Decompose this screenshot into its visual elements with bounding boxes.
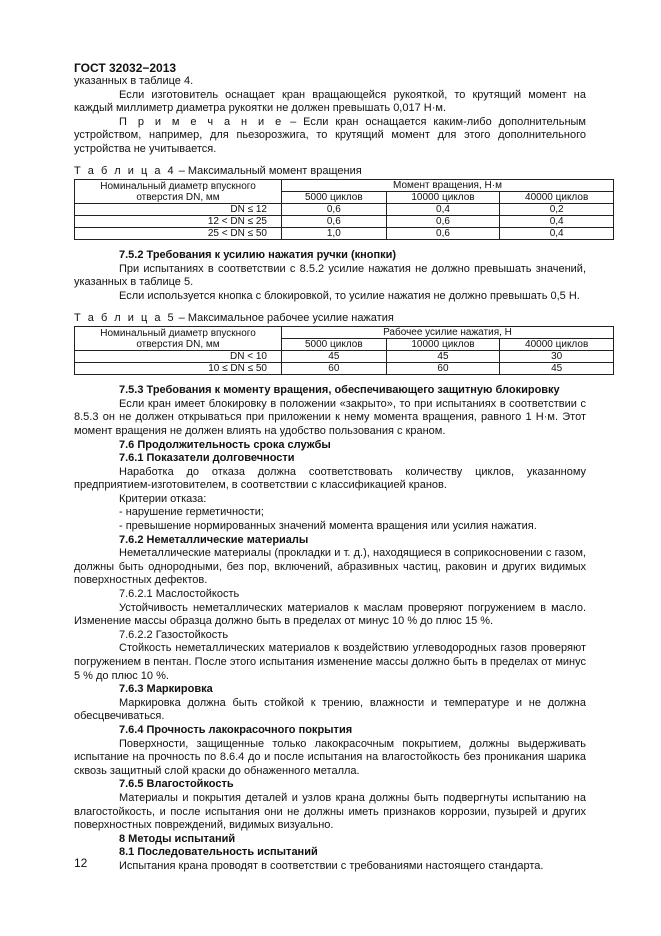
table5 [74,326,614,375]
table4-group-header: Момент вращения, Н·м [282,180,614,192]
note-label: П р и м е ч а н и е [119,115,284,128]
table5-subheader: 40000 циклов [500,339,614,351]
section-7-6-3-heading: 7.6.3 Маркировка [119,683,213,696]
table-cell: 45 [500,363,614,375]
section-7-6-3-p1: Маркировка должна быть стойкой к трению, влажности и температуре и не должна обесцвечиваться. [74,696,586,723]
intro-paragraph: Если изготовитель оснащает кран вращающейся рукояткой, то крутящий момент на каждый миллиметр диаметра рукоятки не должен превышать 0,017 Н·м. [74,88,586,115]
table4-caption-text: – Максимальный момент вращения [175,164,362,177]
table5-caption [74,312,586,326]
table-cell: 0,2 [500,204,614,216]
table-row [75,228,614,240]
section-7-6-2-2-heading: 7.6.2.2 Газостойкость [119,628,229,641]
table-cell: 0,6 [386,228,500,240]
table-cell: 0,4 [500,216,614,228]
table4-col1-header: Номинальный диаметр впускного отверстия DN, мм [75,180,282,204]
table-cell: 45 [386,351,500,363]
table-cell: 45 [282,351,387,363]
section-7-6-4-p1: Поверхности, защищенные только лакокрасочным покрытием, должны выдерживать испытание на прочность по 8.6.4 до и после испытания на влагостойкость без проникания шарика сквозь защитный слой краски до обнаженного металла. [74,737,586,777]
table-cell: 0,6 [386,216,500,228]
section-7-6-2-1-p1: Устойчивость неметаллических материалов к маслам проверяют погружением в масло. Изменение массы образца должно быть в пределах от минус 10 % до плюс 15 %. [74,601,586,628]
section-7-6-1-heading: 7.6.1 Показатели долговечности [119,452,295,465]
table5-caption-text: – Максимальное рабочее усилие нажатия [175,311,394,324]
table-cell: 0,6 [282,204,387,216]
table-row [75,204,614,216]
section-8-1-p1: Испытания крана проводят в соответствии с требованиями настоящего стандарта. [119,859,544,872]
section-7-6-5-p1: Материалы и покрытия деталей и узлов крана должны быть подвергнуты испытанию на влагостойкость, и после испытания они не должны иметь признаков коррозии, пузырей и других поверхностных повреждений, видимых визуально. [74,791,586,832]
table5-caption-label: Т а б л и ц а 5 [74,311,176,324]
table-cell: 60 [386,363,500,375]
table-cell: DN ≤ 12 [75,204,282,216]
note-paragraph [74,116,586,157]
table-cell: 0,4 [500,228,614,240]
page-content [74,75,589,874]
section-7-6-4-heading: 7.6.4 Прочность лакокрасочного покрытия [119,723,353,736]
section-7-5-3-heading: 7.5.3 Требования к моменту вращения, обеспечивающего защитную блокировку [119,384,560,397]
section-7-5-3-p1: Если кран имеет блокировку в положении «закрыто», то при испытаниях в соответствии с 8.5.3 он не должен открываться при приложении к нему момента вращения, равного 1 Н·м. Этот момент вращения не должен влиять на удобство пользования с краном. [74,397,586,437]
criteria-list [74,506,586,533]
table5-group-header: Рабочее усилие нажатия, Н [282,327,614,339]
table4 [74,179,614,240]
table-row [75,363,614,375]
table-cell: 0,6 [282,216,387,228]
table-cell: 10 ≤ DN ≤ 50 [75,363,282,375]
table-cell: 25 < DN ≤ 50 [75,228,282,240]
table4-subheader: 10000 циклов [386,192,500,204]
note-text: – Если кран оснащается каким-либо дополнительным устройством, например, для пьезорозжига, то крутящий момент для этого дополнительного устройства не учитывается. [74,115,586,155]
section-7-5-2-p2: Если используется кнопка с блокировкой, то усилие нажатия не должно превышать 0,5 Н. [119,289,580,302]
table5-subheader: 10000 циклов [386,339,500,351]
table-row [75,351,614,363]
section-7-5-2-p1: При испытаниях в соответствии с 8.5.2 усилие нажатия не должно превышать значений, указанных в таблице 5. [74,262,586,289]
table4-caption [74,165,586,179]
table5-col1-header: Номинальный диаметр впускного отверстия DN, мм [75,327,282,351]
page-number: 12 [74,856,88,870]
section-7-6-1-p1: Наработка до отказа должна соответствовать количеству циклов, указанному предприятием-изготовителем, в соответствии с классификацией кранов. [74,465,586,492]
table-cell: 30 [500,351,614,363]
section-7-6-2-2-p1: Стойкость неметаллических материалов к воздействию углеводородных газов проверяют погружением в пентан. После этого испытания изменение массы должно быть в пределах от минус 5 % до плюс 10 %. [74,642,586,682]
section-8-heading: 8 Методы испытаний [119,832,236,845]
table5-subheader: 5000 циклов [282,339,387,351]
intro-tail: указанных в таблице 4. [74,75,194,87]
table-cell: 0,4 [386,204,500,216]
table-cell: 60 [282,363,387,375]
table-cell: 1,0 [282,228,387,240]
table4-caption-label: Т а б л и ц а 4 [74,164,176,177]
section-7-6-2-p1: Неметаллические материалы (прокладки и т. д.), находящиеся в соприкосновении с газом, должны быть однородными, без пор, включений, абразивных частиц, раковин и других видимых поверхностных дефектов. [74,547,586,587]
standard-header: ГОСТ 32032−2013 [74,61,177,75]
list-item: - нарушение герметичности; [119,506,264,519]
table-cell: DN < 10 [75,351,282,363]
section-7-6-heading: 7.6 Продолжительность срока службы [119,438,331,451]
section-8-1-heading: 8.1 Последовательность испытаний [119,846,318,859]
table4-subheader: 5000 циклов [282,192,387,204]
criteria-label: Критерии отказа: [119,492,207,505]
table-cell: 12 < DN ≤ 25 [75,216,282,228]
section-7-6-5-heading: 7.6.5 Влагостойкость [119,778,234,791]
section-7-6-2-1-heading: 7.6.2.1 Маслостойкость [119,588,240,601]
section-7-6-2-heading: 7.6.2 Неметаллические материалы [119,533,309,546]
list-item: - превышение нормированных значений момента вращения или усилия нажатия. [119,520,537,533]
section-7-5-2-heading: 7.5.2 Требования к усилию нажатия ручки (кнопки) [119,249,397,262]
table-row [75,216,614,228]
table4-subheader: 40000 циклов [500,192,614,204]
